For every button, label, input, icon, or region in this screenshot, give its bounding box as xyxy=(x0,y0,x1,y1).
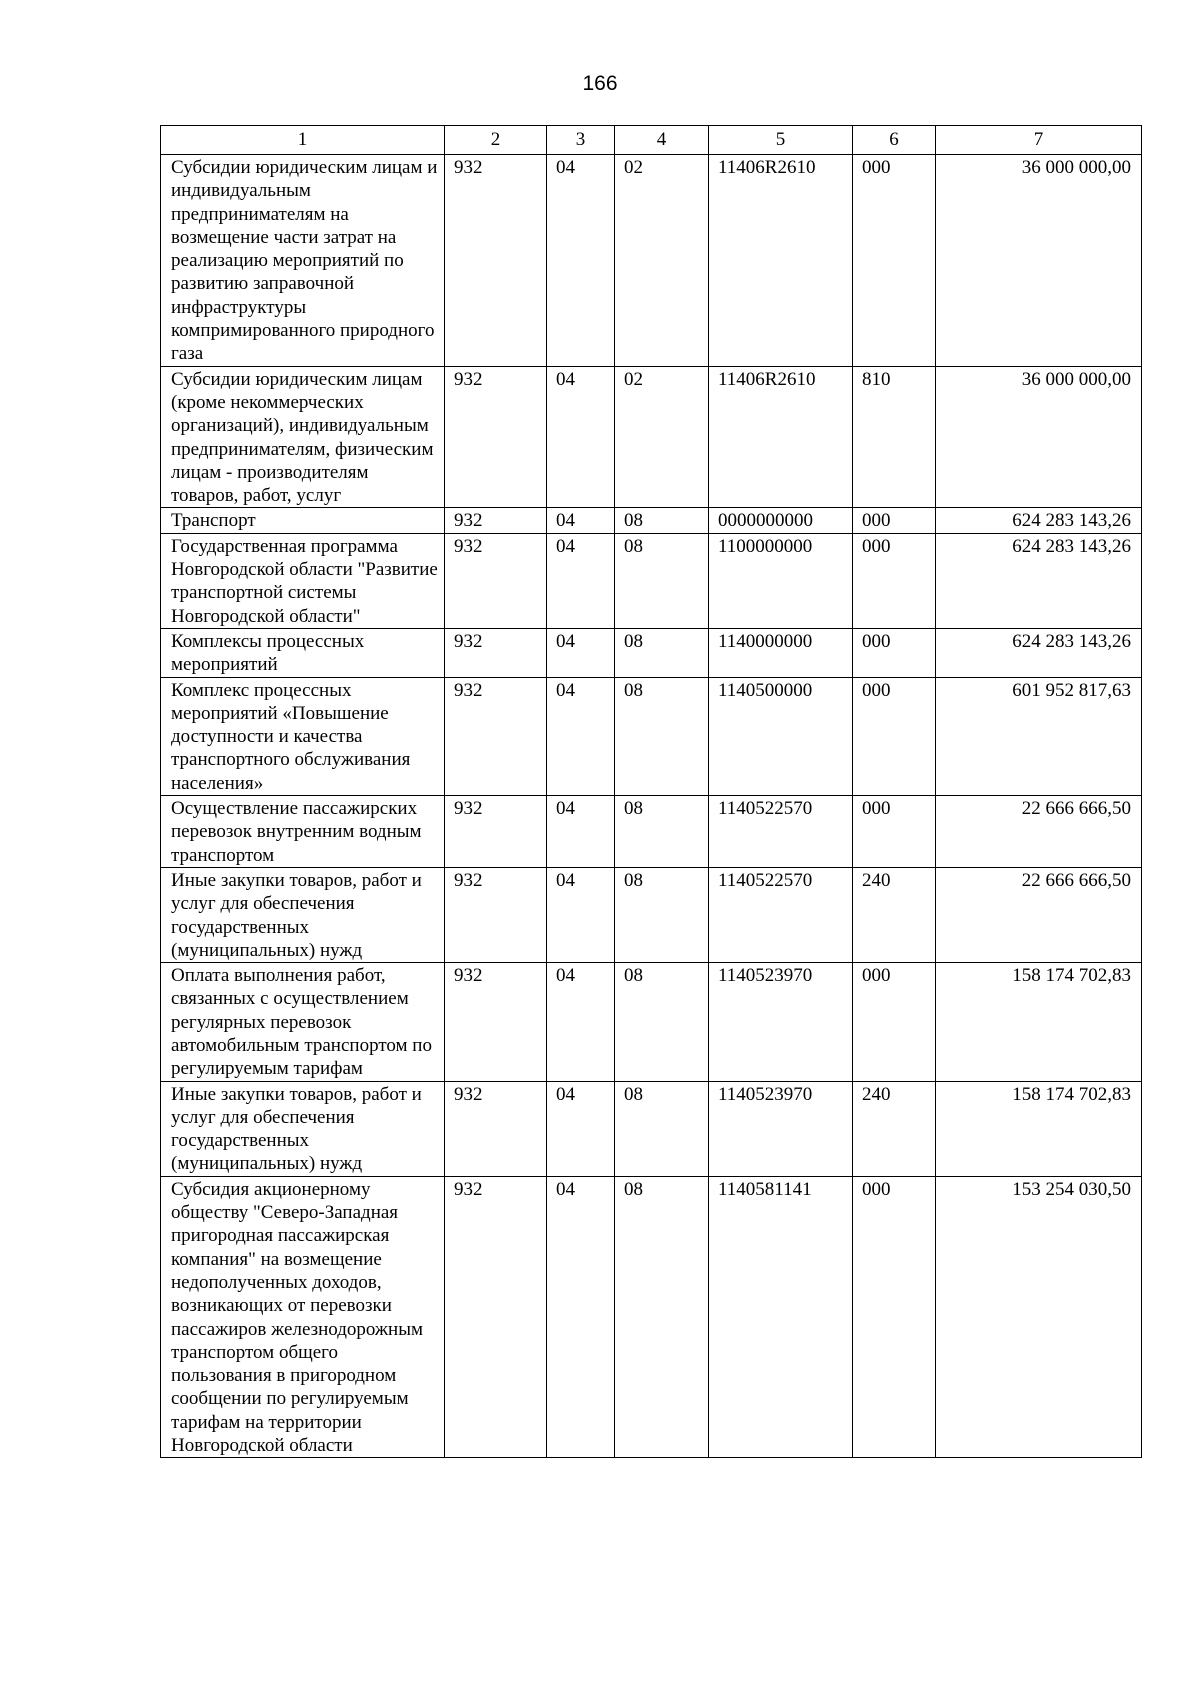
row-code-4: 08 xyxy=(615,533,709,628)
row-description: Оплата выполнения работ, связанных с осуществлением регулярных перевозок автомобильным транспортом по регулируемым тарифам xyxy=(161,963,445,1081)
row-code-2: 932 xyxy=(445,677,547,795)
row-code-5: 1140523970 xyxy=(709,963,853,1081)
table-header-row xyxy=(161,126,1142,155)
row-code-2: 932 xyxy=(445,366,547,508)
row-code-2: 932 xyxy=(445,796,547,868)
row-description: Комплексы процессных мероприятий xyxy=(161,628,445,677)
row-description: Субсидии юридическим лицам (кроме некоммерческих организаций), индивидуальным предпринимателям, физическим лицам - производителям товаров, работ, услуг xyxy=(161,366,445,508)
column-header-6: 6 xyxy=(853,126,936,155)
table-row xyxy=(161,677,1142,795)
row-code-2: 932 xyxy=(445,628,547,677)
row-code-6: 810 xyxy=(853,366,936,508)
row-code-5: 1140522570 xyxy=(709,867,853,962)
budget-table xyxy=(160,125,1142,1458)
row-code-3: 04 xyxy=(547,1176,615,1458)
row-amount: 22 666 666,50 xyxy=(936,796,1142,868)
row-code-5: 1100000000 xyxy=(709,533,853,628)
row-amount: 158 174 702,83 xyxy=(936,963,1142,1081)
table-row xyxy=(161,366,1142,508)
row-code-2: 932 xyxy=(445,867,547,962)
table-row xyxy=(161,963,1142,1081)
row-code-5: 1140522570 xyxy=(709,796,853,868)
row-code-2: 932 xyxy=(445,533,547,628)
row-code-5: 11406R2610 xyxy=(709,366,853,508)
row-code-5: 1140523970 xyxy=(709,1081,853,1176)
row-amount: 158 174 702,83 xyxy=(936,1081,1142,1176)
row-code-3: 04 xyxy=(547,533,615,628)
column-header-4: 4 xyxy=(615,126,709,155)
row-code-4: 08 xyxy=(615,1081,709,1176)
column-header-2: 2 xyxy=(445,126,547,155)
row-code-4: 02 xyxy=(615,366,709,508)
row-code-4: 08 xyxy=(615,963,709,1081)
row-description: Субсидии юридическим лицам и индивидуальным предпринимателям на возмещение части затрат на реализацию мероприятий по развитию заправочной инфраструктуры компримированного природного газа xyxy=(161,155,445,367)
row-code-5: 1140500000 xyxy=(709,677,853,795)
row-amount: 601 952 817,63 xyxy=(936,677,1142,795)
row-code-5: 0000000000 xyxy=(709,508,853,533)
row-code-6: 000 xyxy=(853,796,936,868)
row-code-3: 04 xyxy=(547,155,615,367)
row-description: Иные закупки товаров, работ и услуг для обеспечения государственных (муниципальных) нужд xyxy=(161,867,445,962)
row-code-6: 000 xyxy=(853,508,936,533)
table-row xyxy=(161,867,1142,962)
row-code-4: 08 xyxy=(615,1176,709,1458)
row-code-2: 932 xyxy=(445,1176,547,1458)
row-amount: 624 283 143,26 xyxy=(936,508,1142,533)
row-code-4: 08 xyxy=(615,867,709,962)
column-header-1: 1 xyxy=(161,126,445,155)
table-row xyxy=(161,533,1142,628)
column-header-5: 5 xyxy=(709,126,853,155)
row-code-6: 000 xyxy=(853,533,936,628)
row-code-3: 04 xyxy=(547,366,615,508)
row-code-3: 04 xyxy=(547,508,615,533)
row-code-6: 000 xyxy=(853,628,936,677)
table-row xyxy=(161,155,1142,367)
row-amount: 36 000 000,00 xyxy=(936,366,1142,508)
row-code-4: 08 xyxy=(615,677,709,795)
row-amount: 624 283 143,26 xyxy=(936,533,1142,628)
row-code-6: 000 xyxy=(853,963,936,1081)
row-code-3: 04 xyxy=(547,867,615,962)
row-code-3: 04 xyxy=(547,628,615,677)
table-row xyxy=(161,796,1142,868)
row-code-4: 02 xyxy=(615,155,709,367)
row-code-2: 932 xyxy=(445,1081,547,1176)
row-code-6: 000 xyxy=(853,155,936,367)
row-amount: 153 254 030,50 xyxy=(936,1176,1142,1458)
row-code-2: 932 xyxy=(445,963,547,1081)
row-code-2: 932 xyxy=(445,508,547,533)
row-description: Государственная программа Новгородской области "Развитие транспортной системы Новгородской области" xyxy=(161,533,445,628)
row-description: Осуществление пассажирских перевозок внутренним водным транспортом xyxy=(161,796,445,868)
row-code-5: 1140000000 xyxy=(709,628,853,677)
table-row xyxy=(161,1176,1142,1458)
row-description: Иные закупки товаров, работ и услуг для обеспечения государственных (муниципальных) нужд xyxy=(161,1081,445,1176)
row-code-5: 11406R2610 xyxy=(709,155,853,367)
row-amount: 36 000 000,00 xyxy=(936,155,1142,367)
row-code-3: 04 xyxy=(547,796,615,868)
row-code-3: 04 xyxy=(547,677,615,795)
row-description: Транспорт xyxy=(161,508,445,533)
row-code-6: 000 xyxy=(853,677,936,795)
row-amount: 22 666 666,50 xyxy=(936,867,1142,962)
row-description: Комплекс процессных мероприятий «Повышение доступности и качества транспортного обслуживания населения» xyxy=(161,677,445,795)
row-code-6: 000 xyxy=(853,1176,936,1458)
row-code-6: 240 xyxy=(853,867,936,962)
row-amount: 624 283 143,26 xyxy=(936,628,1142,677)
table-row xyxy=(161,1081,1142,1176)
row-code-2: 932 xyxy=(445,155,547,367)
column-header-3: 3 xyxy=(547,126,615,155)
row-code-4: 08 xyxy=(615,628,709,677)
table-row xyxy=(161,628,1142,677)
row-code-4: 08 xyxy=(615,508,709,533)
row-code-4: 08 xyxy=(615,796,709,868)
row-description: Субсидия акционерному обществу "Северо-Западная пригородная пассажирская компания" на возмещение недополученных доходов, возникающих от перевозки пассажиров железнодорожным транспортом общего пользования в пригородном сообщении по регулируемым тарифам на территории Новгородской области xyxy=(161,1176,445,1458)
row-code-3: 04 xyxy=(547,1081,615,1176)
row-code-6: 240 xyxy=(853,1081,936,1176)
table-row xyxy=(161,508,1142,533)
row-code-5: 1140581141 xyxy=(709,1176,853,1458)
column-header-7: 7 xyxy=(936,126,1142,155)
page-number: 166 xyxy=(582,72,618,95)
row-code-3: 04 xyxy=(547,963,615,1081)
